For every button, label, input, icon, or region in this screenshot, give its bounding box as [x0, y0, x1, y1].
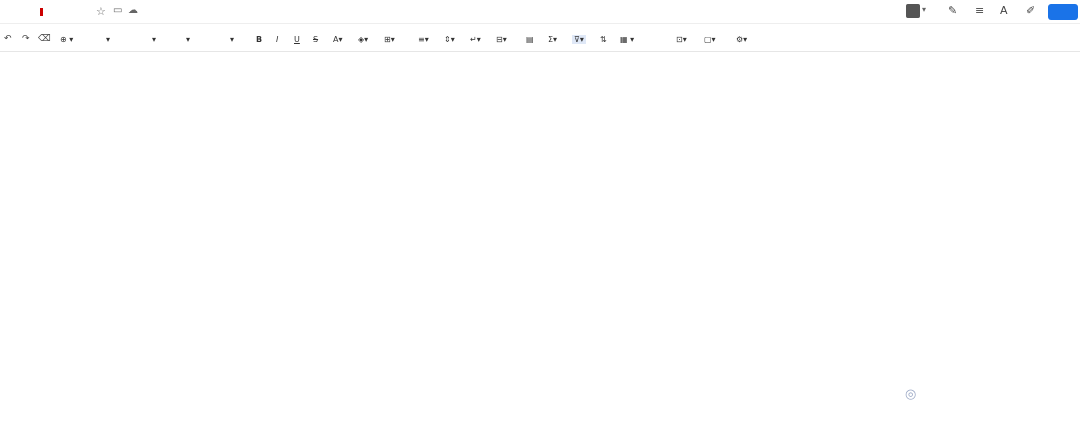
menu-icon[interactable]: ≡ — [975, 4, 985, 17]
sort-icon[interactable]: ⇅ — [600, 35, 607, 44]
filter-icon[interactable]: ⊽▾ — [574, 35, 584, 44]
toolbar — [0, 30, 1080, 52]
clear-format-icon[interactable]: ⌫ — [38, 34, 51, 44]
fill-color-icon[interactable]: ◈▾ — [358, 35, 369, 44]
edit-icon[interactable]: ✎ — [948, 4, 958, 17]
border-icon[interactable]: ⊞▾ — [384, 35, 395, 44]
strikethrough-icon[interactable]: S — [313, 35, 319, 44]
underline-icon[interactable]: U — [294, 35, 300, 44]
app-marker — [40, 8, 43, 16]
share-button[interactable] — [1048, 4, 1078, 20]
more-icon[interactable]: ⚙▾ — [736, 35, 748, 44]
star-icon[interactable]: ☆ — [96, 5, 106, 18]
bold-icon[interactable]: B — [256, 35, 263, 44]
folder-icon[interactable]: ▭ — [113, 5, 123, 16]
align-icon[interactable]: ≡▾ — [418, 35, 429, 44]
merge-icon[interactable]: ⊟▾ — [496, 35, 507, 44]
sum-icon[interactable]: Σ▾ — [548, 35, 558, 44]
redo-icon[interactable]: ↷ — [22, 34, 30, 44]
wechat-icon: ◎ — [905, 387, 919, 402]
undo-icon[interactable]: ↶ — [4, 34, 12, 44]
avatar[interactable] — [906, 4, 920, 18]
valign-icon[interactable]: ⇕▾ — [444, 35, 455, 44]
watermark — [905, 382, 922, 403]
formula-area — [0, 52, 1080, 70]
number-format-select[interactable]: ▾ — [106, 35, 111, 44]
data-menu[interactable]: ▦ ▾ — [620, 35, 635, 44]
italic-icon[interactable]: I — [276, 35, 279, 44]
pen-icon[interactable]: ✐ — [1026, 4, 1036, 17]
lock-icon[interactable]: ⊡▾ — [676, 35, 687, 44]
font-color-icon[interactable]: A▾ — [333, 35, 343, 44]
conditional-icon[interactable]: ▤ — [526, 35, 534, 44]
cloud-icon: ☁ — [128, 5, 138, 16]
decimal-button[interactable]: ▾ — [152, 35, 157, 44]
title-bar — [0, 0, 1080, 24]
wrap-icon[interactable]: ↵▾ — [470, 35, 481, 44]
font-family-select[interactable]: ▾ — [186, 35, 191, 44]
image-icon[interactable]: ▢▾ — [704, 35, 716, 44]
text-format-icon[interactable]: A — [1000, 4, 1008, 17]
font-size-select[interactable]: ▾ — [230, 35, 235, 44]
insert-menu[interactable]: ⊕ ▾ — [60, 35, 74, 44]
chevron-down-icon[interactable]: ▾ — [922, 5, 927, 14]
